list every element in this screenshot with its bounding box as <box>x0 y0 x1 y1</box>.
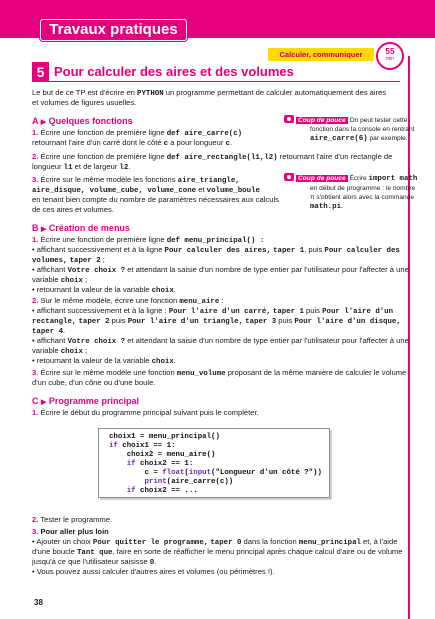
part-b-heading: B ▶ Création de menus <box>32 223 130 233</box>
part-b-q1-bullet-2-cont: variable choix ; <box>32 275 88 285</box>
part-b-q2: 2. Sur le même modèle, écrire une fonction menu_aire : <box>32 296 224 306</box>
part-b-q3-line-1: 3. Écrire sur le même modèle une fonction menu_volume proposant de la même manière de calculer le volume <box>32 368 407 378</box>
part-b-q2-bullet-2: • affichant Votre choix ? et attendant la saisie d'un nombre de type entier par l'utilisateur pour l'affecter à une <box>32 336 409 346</box>
part-a-q2-line-1: 2. Écrire une fonction de première ligne def aire_rectangle(l1,l2) retournant l'aire d'un rectangle de <box>32 152 393 162</box>
tip-box-1: Coup de pouce On peut tester cette fonction dans la console en rentrant aire_carre(6) par exemple. <box>284 115 414 144</box>
section-number: 5 <box>32 62 49 82</box>
part-b-q2-bullet-1-end: taper 4. <box>32 326 66 336</box>
code-line-5: c = float(input("Longueur d'un côté ?")) <box>109 469 322 477</box>
part-a-q1-line-1: 1. Écrire une fonction de première ligne def aire_carre(c) <box>32 128 243 138</box>
time-unit: min <box>385 56 395 62</box>
part-b-q2-bullet-1: • affichant successivement et à la ligne : Pour l'aire d'un carré, taper 1 puis Pour l'aire d'un <box>32 306 394 316</box>
hand-icon <box>284 115 294 123</box>
part-b-q1-bullet-2: • affichant Votre choix ? et attendant la saisie d'un nombre de type entier par l'utilisateur pour l'affecter à une <box>32 265 409 275</box>
part-b-q1-bullet-1-cont: volumes, taper 2 ; <box>32 255 105 265</box>
topic-badge: Calculer, communiquer <box>268 48 374 61</box>
part-b-q1-bullet-1: • affichant successivement et à la ligne Pour calculer des aires, taper 1, puis Pour calculer des <box>32 245 400 255</box>
part-a-q3-line-2: aire_disque, volume_cube, volume_cone et volume_boule <box>32 185 260 195</box>
code-line-6: print(aire_carre(c)) <box>144 478 234 486</box>
part-a-q3-line-3: en tenant bien compte du nombre de paramètres nécessaires aux calculs <box>32 195 279 204</box>
part-b-q1: 1. Écrire une fonction de première ligne def menu_principal() : <box>32 235 265 245</box>
part-b-q2-bullet-2-cont: variable choix ; <box>32 346 88 356</box>
code-line-2: if choix1 == 1: <box>109 442 176 450</box>
timer-icon <box>376 42 404 70</box>
section-underline <box>32 81 400 82</box>
code-line-4: if choix2 == 1: <box>109 460 194 468</box>
part-b-q1-bullet-3: • retournant la valeur de la variable choix. <box>32 285 176 295</box>
part-a-heading: A ▶ Quelques fonctions <box>32 116 133 126</box>
part-b-q3-line-2: d'un cube, d'un cône ou d'une boule. <box>32 378 156 387</box>
part-b-q2-bullet-1-cont: rectangle, taper 2 puis Pour l'aire d'un triangle, taper 3 puis Pour l'aire d'un disque, <box>32 316 401 326</box>
part-c-q3-bullet-1-cont: d'une boucle Tant que, faire en sorte de réafficher le menu principal après chaque calcul d'aire ou de volume <box>32 547 403 557</box>
time-value: 55 <box>385 47 395 56</box>
part-c-heading: C ▶ Programme principal <box>32 396 139 406</box>
part-c-q2: 2. Tester le programme. <box>32 515 113 524</box>
part-c-q3-bullet-1: • Ajouter un choix Pour quitter le programme, taper 0 dans la fonction menu_principal et, à l'aide <box>32 537 398 547</box>
intro-line-2: et volumes de figures usuelles. <box>32 98 137 107</box>
part-b-q2-bullet-3: • retournant la valeur de la variable choix. <box>32 356 176 366</box>
tip-box-2: Coup de pouce Écrire import math en début de programme : le nombre π s'obtient alors avec la commande math.pi. <box>284 173 417 212</box>
code-line-7: if choix2 == ... <box>109 487 198 495</box>
part-c-q1: 1. Écrire le début du programme principal suivant puis le compléter. <box>32 408 259 417</box>
code-line-3: choix2 = menu_aire() <box>109 451 216 459</box>
section-title: Pour calculer des aires et des volumes <box>54 64 294 79</box>
part-a-q3-line-4: de ces aires et volumes. <box>32 205 114 214</box>
part-a-q1-line-2: retournant l'aire d'un carré dont le côté c a pour longueur c. <box>32 138 233 148</box>
page-header-title: Travaux pratiques <box>40 19 187 41</box>
page-number: 38 <box>34 598 43 607</box>
intro-line-1: Le but de ce TP est d'écrire en PYTHON un programme permettant de calculer automatiquement des aires <box>32 88 387 98</box>
part-c-q3-bullet-2: • Vous pouvez aussi calculer d'autres aires et volumes (ou périmètres !). <box>32 567 275 576</box>
part-a-q2-line-2: longueur l1 et de largeur l2. <box>32 162 131 172</box>
hand-icon <box>284 173 294 181</box>
part-a-q3-line-1: 3. Écrire sur le même modèle les fonctions aire_triangle, <box>32 175 240 185</box>
part-c-q3: 3. Pour aller plus loin <box>32 527 109 536</box>
part-c-q3-bullet-1-end: jusqu'à ce que l'utilisateur saisisse 0. <box>32 557 157 567</box>
code-listing <box>98 428 330 498</box>
code-line-1: choix1 = menu_principal() <box>109 433 220 441</box>
